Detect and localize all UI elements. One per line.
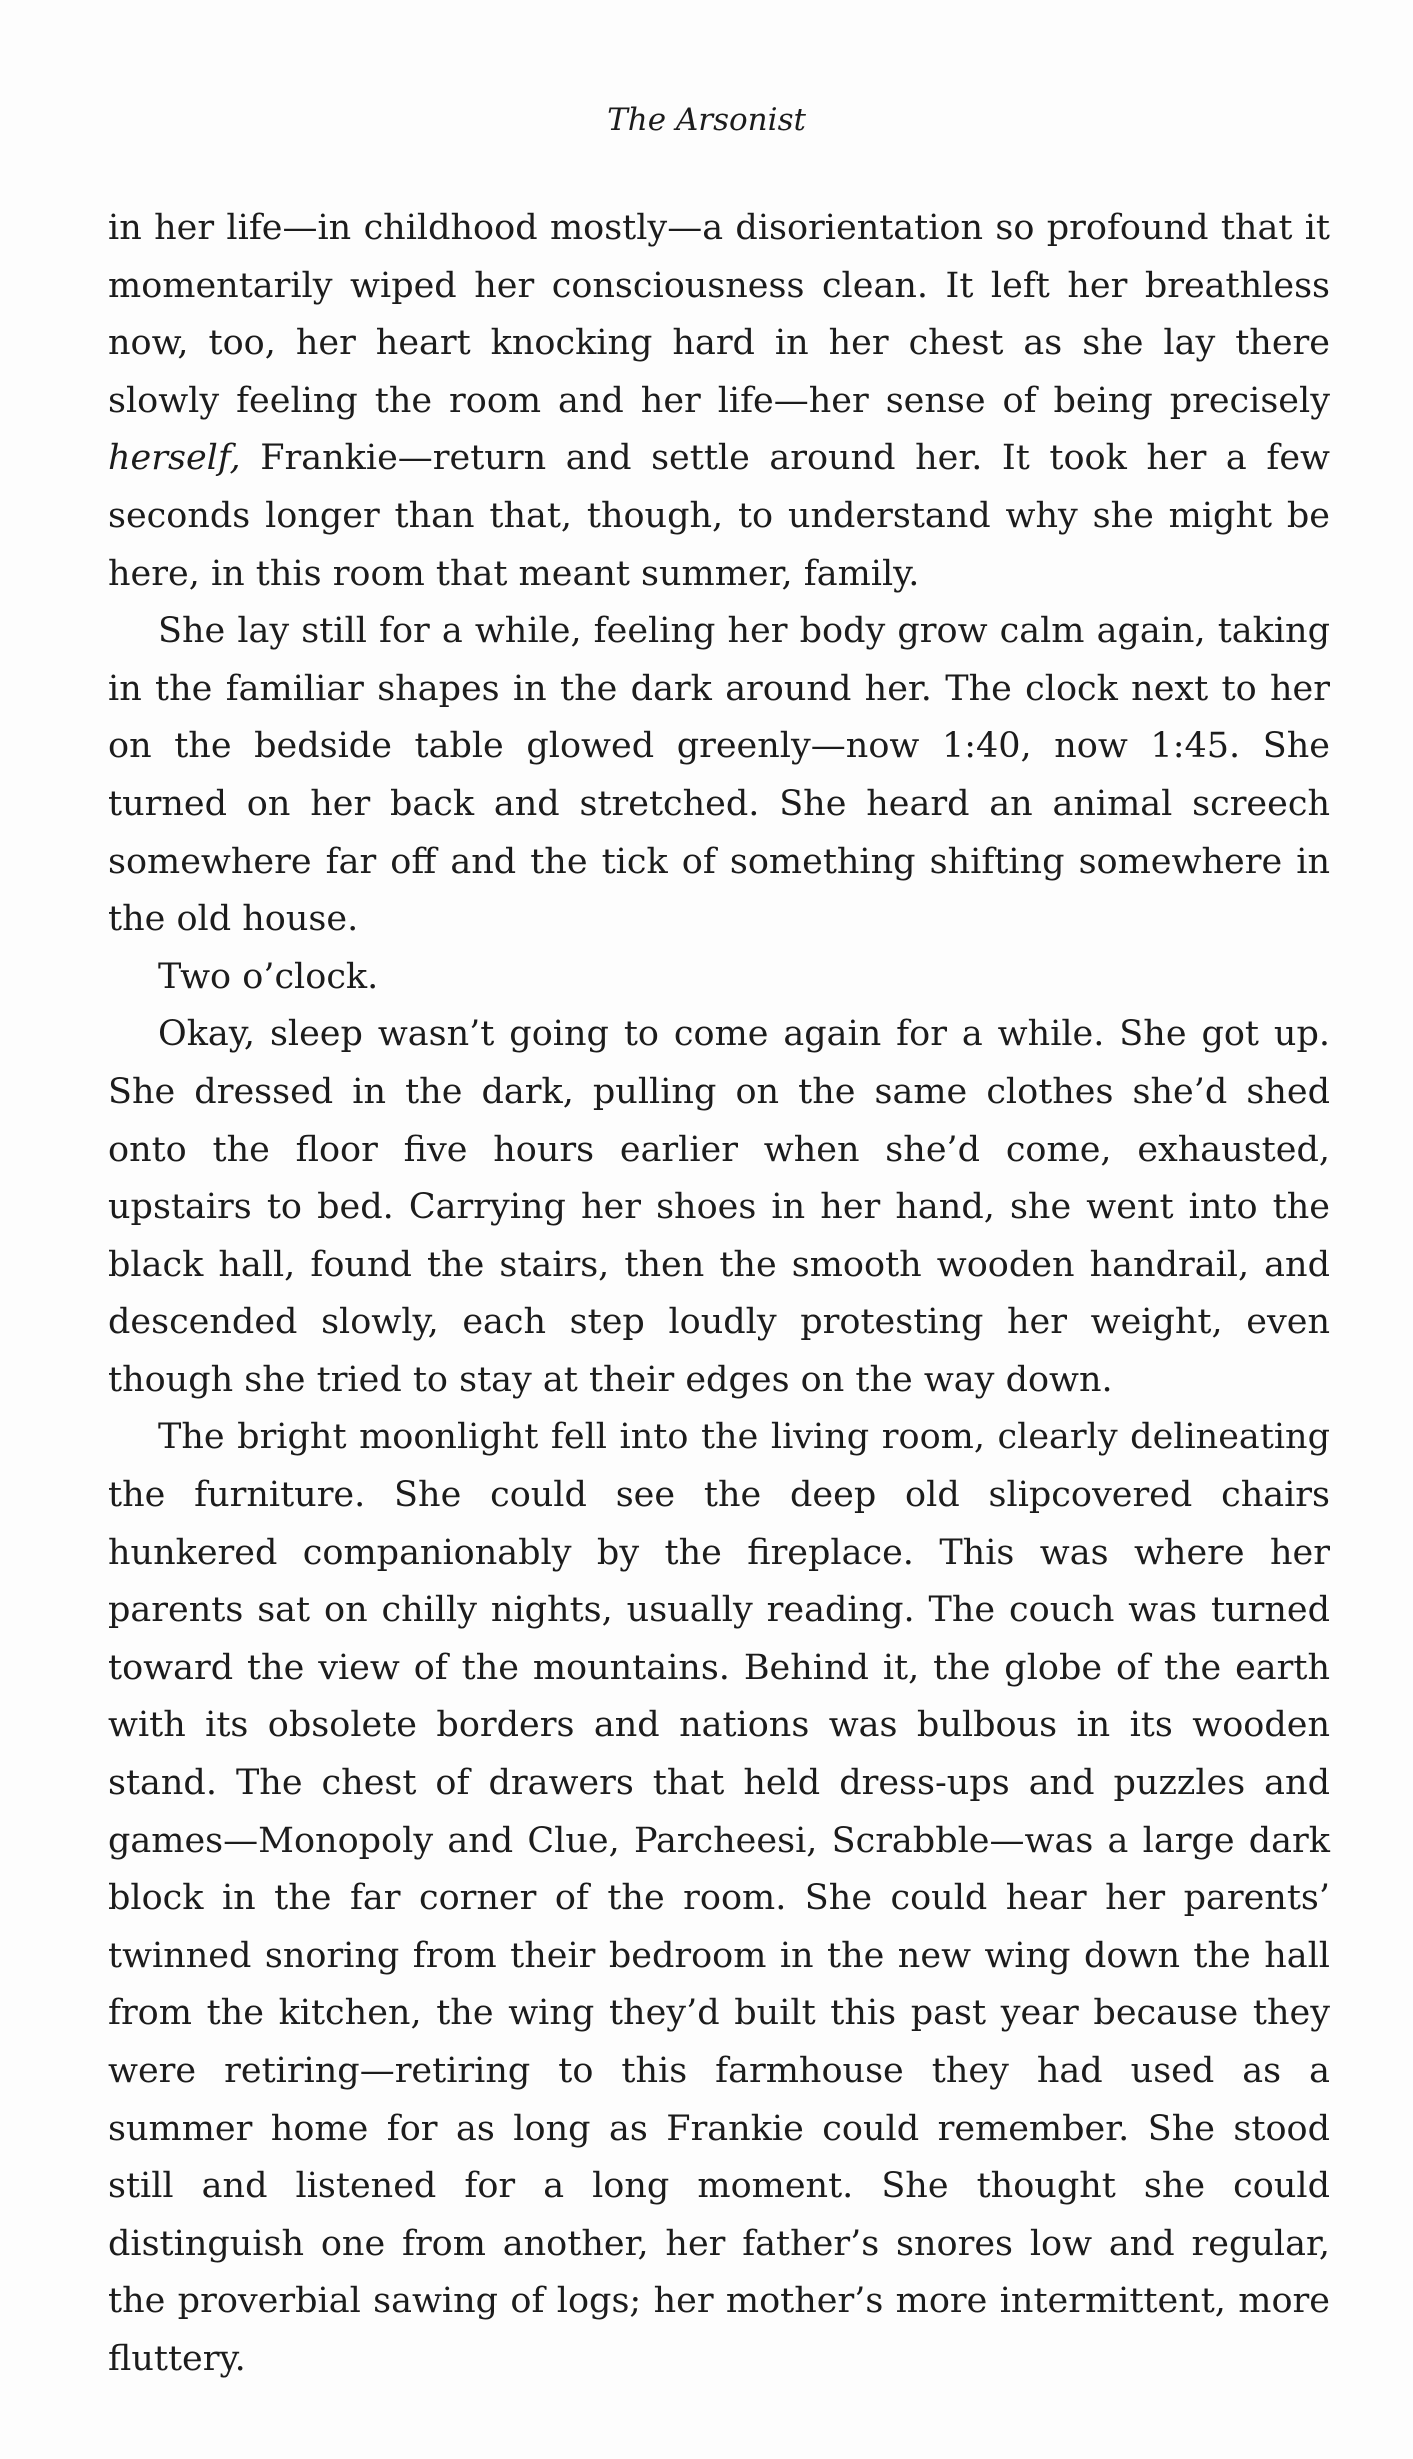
paragraph-text: Frankie—return and settle around her. It took her a few seconds longer than that, though, to understand why she might be here, in this room that meant summer, family. [108,438,1330,594]
paragraph: Okay, sleep wasn’t going to come again for a while. She got up. She dressed in the dark, pulling on the same clothes she’d shed onto the floor five hours earlier when she’d come, exhausted, upstairs to bed. Carrying her shoes in her hand, she went into the black hall, found the stairs, then the smooth wooden handrail, and descended slowly, each step loudly protesting her weight, even though she tried to stay at their edges on the way down. [108,1014,1330,1400]
paragraph-continued [108,200,1330,603]
paragraph-text: in her life—in childhood mostly—a disorientation so profound that it momentarily wiped her consciousness clean. It left her breathless now, too, her heart knocking hard in her chest as she lay there slowly feeling the room and her life—her sense of being precisely [108,208,1330,421]
paragraph: She lay still for a while, feeling her body grow calm again, taking in the familiar shapes in the dark around her. The clock next to her on the bedside table glowed greenly—now 1:40, now 1:45. She turned on her back and stretched. She heard an animal screech somewhere far off and the tick of something shifting somewhere in the old house. [108,611,1330,940]
paragraph: Two o’clock. [158,956,379,997]
running-head-title: The Arsonist [607,102,806,138]
paragraph: The bright moonlight fell into the living room, clearly delineating the furniture. She could see the deep old slipcovered chairs hunkered companionably by the fireplace. This was where her parents sat on chilly nights, usually reading. The couch was turned toward the view of the mountains. Behind it, the globe of the earth with its obsolete borders and nations was bulbous in its wooden stand. The chest of drawers that held dress-ups and puzzles and games—Monopoly and Clue, Parcheesi, Scrabble—was a large dark block in the far corner of the room. She could hear her parents’ twinned snoring from their bedroom in the new wing down the hall from the kitchen, the wing they’d built this past year because they were retiring—retiring to this farmhouse they had used as a summer home for as long as Frankie could remember. She stood still and listened for a long moment. She thought she could distinguish one from another, her father’s snores low and regular, the proverbial sawing of logs; her mother’s more intermittent, more fluttery. [108,1417,1330,2379]
emphasized-word: herself, [108,438,241,479]
body-text [108,200,1330,2389]
